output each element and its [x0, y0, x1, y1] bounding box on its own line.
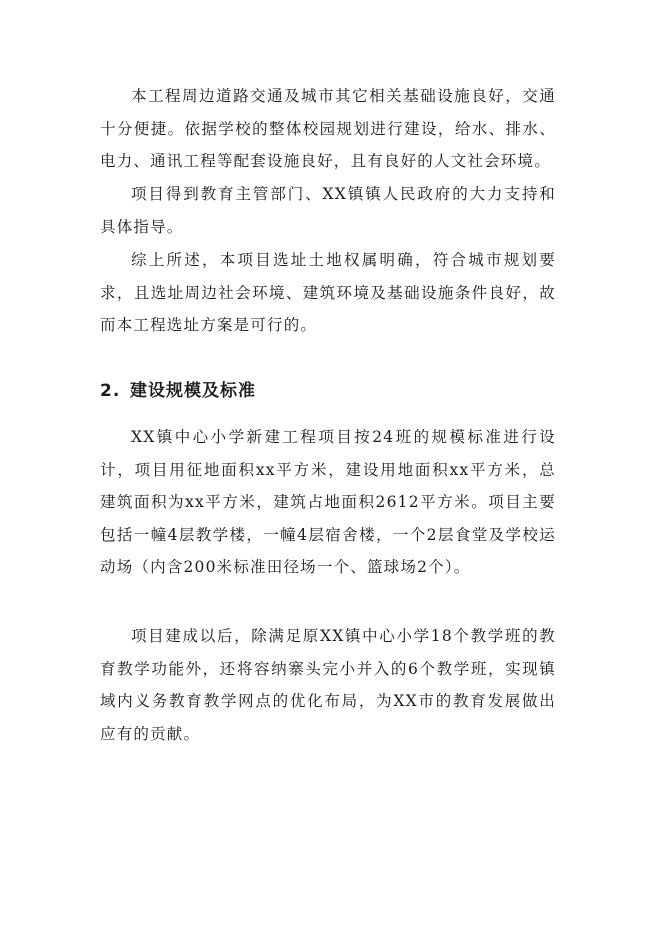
- paragraph-project-scale: XX镇中心小学新建工程项目按24班的规模标准进行设计，项目用征地面积xx平方米，建设用地面积xx平方米，总建筑面积为xx平方米，建筑占地面积2612平方米。项目主要包括一幢4层教学楼，一幢4层宿舍楼，一个2层食堂及学校运动场（内含200米标准田径场一个、篮球场2个）。: [100, 428, 556, 576]
- paragraph-government-support: 项目得到教育主管部门、XX镇镇人民政府的大力支持和具体指导。: [100, 185, 556, 236]
- paragraph-site-conclusion: 综上所述，本项目选址土地权属明确，符合城市规划要求，且选址周边社会环境、建筑环境及基础设施条件良好，故而本工程选址方案是可行的。: [100, 251, 556, 334]
- paragraph-project-outcome: 项目建成以后，除满足原XX镇中心小学18个教学班的教育教学功能外，还将容纳寨头完小并入的6个教学班，实现镇域内义务教育教学网点的优化布局，为XX市的教育发展做出应有的贡献。: [100, 627, 556, 743]
- section-heading: [100, 376, 256, 401]
- section-title: 建设规模及标准: [130, 381, 256, 401]
- paragraph-site-infrastructure: 本工程周边道路交通及城市其它相关基础设施良好，交通十分便捷。依据学校的整体校园规划进行建设，给水、排水、电力、通讯工程等配套设施良好，且有良好的人文社会环境。: [100, 87, 556, 170]
- section-number: 2.: [100, 381, 121, 401]
